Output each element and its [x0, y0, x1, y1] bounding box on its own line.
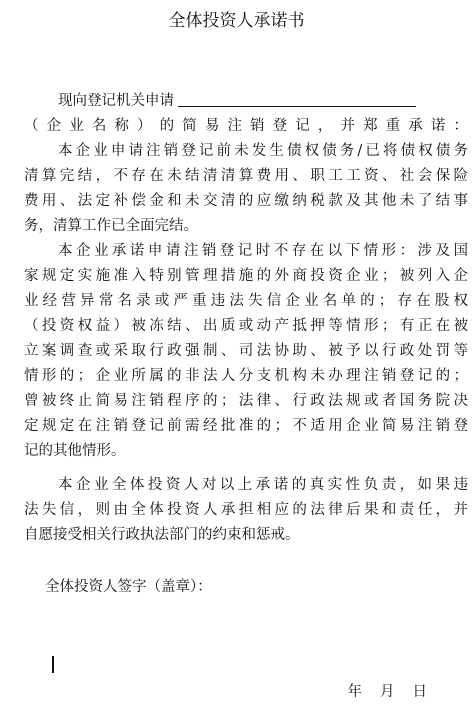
para3-line-2: 法失信，则由全体投资人承担相应的法律后果和责任，并	[24, 502, 468, 518]
signature-label: 全体投资人签字（盖章）：	[45, 579, 212, 595]
para2-line-5: 立案调查或采取行政强制、司法协助、被予以行政处罚等	[24, 343, 468, 359]
year-label: 年	[347, 684, 362, 700]
para2-line-3: 业经营异常名录或严重违法失信企业名单的；存在股权	[24, 293, 468, 309]
para2-line-8: 定规定在注销登记前需经批准的；不适用企业简易注销登	[24, 418, 468, 434]
date-line	[348, 682, 428, 702]
para2-line-4: （投资权益）被冻结、出质或动产抵押等情形；有正在被	[24, 318, 468, 334]
intro-prefix: 现向登记机关申请	[58, 93, 174, 109]
para1-line-3: 费用、法定补偿金和未交清的应缴纳税款及其他未了结事	[24, 193, 468, 209]
para2-line-7: 曾被终止简易注销程序的；法律、行政法规或者国务院决	[24, 393, 468, 409]
intro-line-2: （企业名称）的简易注销登记，并郑重承诺：	[24, 118, 468, 134]
month-label: 月	[380, 684, 395, 700]
day-label: 日	[412, 684, 427, 700]
document-title: 全体投资人承诺书	[168, 11, 305, 31]
para1-line-2: 清算完结，不存在未结清清算费用、职工工资、社会保险	[24, 168, 468, 184]
para2-line-9: 记的其他情形。	[24, 443, 126, 459]
text-cursor[interactable]	[52, 656, 54, 673]
para2-line-2: 家规定实施准入特别管理措施的外商投资企业；被列入企	[24, 268, 468, 284]
para1-line-1: 本企业申请注销登记前未发生债权债务/已将债权债务	[58, 143, 468, 159]
para3-line-1: 本企业全体投资人对以上承诺的真实性负责，如果违	[58, 477, 468, 493]
intro-line	[58, 90, 468, 112]
para1-line-4: 务，清算工作已全面完结。	[24, 218, 198, 234]
para2-line-1: 本企业承诺申请注销登记时不存在以下情形：涉及国	[58, 243, 468, 259]
para3-line-3: 自愿接受相关行政执法部门的约束和惩戒。	[24, 527, 300, 543]
para2-line-6: 情形的；企业所属的非法人分支机构未办理注销登记的；	[24, 368, 468, 384]
company-name-blank[interactable]	[178, 90, 416, 107]
